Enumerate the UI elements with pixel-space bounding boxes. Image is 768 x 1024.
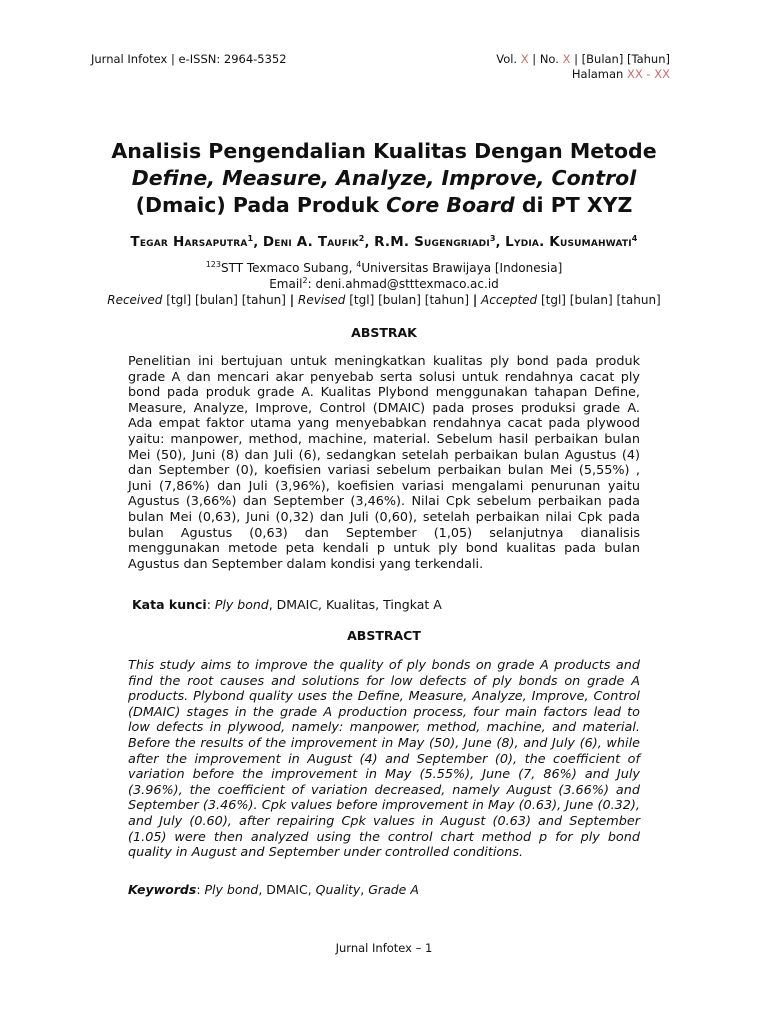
page-range-line: Halaman XX - XX: [571, 67, 670, 81]
abstrak-heading: ABSTRAK: [351, 325, 417, 340]
abstract-heading: ABSTRACT: [347, 628, 421, 643]
institution-line: $^{123}$STT Texmaco Subang, $^4$Universitas Brawijaya [Indonesia]: [205, 260, 563, 275]
email-address: : deni.ahmad@stttexmaco.ac.id: [307, 277, 499, 291]
email-line: Email$^2$: deni.ahmad@stttexmaco.ac.id: [269, 276, 499, 291]
keywords: Keywords: Ply bond, DMAIC, Quality, Grade A: [128, 882, 419, 897]
author-name: R.M. Sugengriadi: [374, 234, 490, 250]
abstract-body: This study aims to improve the quality of ply bonds on grade A products and find the root causes and solutions for low defects of ply bonds on grade A products. Plybond quality uses the Define, Measure, Analyze, Improve, Control (DMAIC) stages in the grade A production process, four main factors lead to low defects in plywood, namely: manpower, method, machine, and material. Before the results of the improvement in May (50), June (8), and July (6), while after the improvement in August (4) and September (0), the coefficient of variation before the improvement in May (5.55%), June (7, 86%) and July (3.96%), the coefficient of variation decreased, namely August (3.66%) and September (3.46%). Cpk values before improvement in May (0.63), June (0.32), and July (0.60), after repairing Cpk values in August (0.63) and September (1.05) were then analyzed using the control chart method p for ply bond quality in August and September under controlled conditions.: [128, 658, 640, 861]
journal-header: Jurnal Infotex | e-ISSN: 2964-5352: [91, 52, 287, 66]
issue-number: X: [562, 52, 571, 66]
volume-number: X: [520, 52, 529, 66]
title-line-2: Define, Measure, Analyze, Improve, Control: [131, 166, 637, 190]
affiliation-block: [60, 260, 708, 308]
page-range: XX - XX: [627, 67, 670, 81]
kata-kunci: Kata kunci: Ply bond, DMAIC, Kualitas, Tingkat A: [132, 597, 442, 612]
volume-issue-line: Vol. X | No. X | [Bulan] [Tahun]: [496, 52, 670, 66]
author-name: Deni A. Taufik: [262, 234, 359, 250]
abstrak-body: Penelitian ini bertujuan untuk meningkatkan kualitas ply bond pada produk grade A dan mencari akar penyebab serta solusi untuk rendahnya cacat ply bond pada produk grade A. Kualitas Plybond menggunakan tahapan Define, Measure, Analyze, Improve, Control (DMAIC) pada proses produksi grade A. Ada empat faktor utama yang menyebabkan rendahnya cacat pada plywood yaitu: manpower, method, machine, material. Sebelum hasil perbaikan bulan Mei (50), Juni (8) dan Juli (6), sedangkan setelah perbaikan bulan Agustus (4) dan September (0), koefisien variasi sebelum perbaikan bulan Mei (5,55%) , Juni (7,86%) dan Juli (3,96%), koefisien variasi mengalami penurunan yaitu Agustus (3,66%) dan September (3,46%). Nilai Cpk sebelum perbaikan pada bulan Mei (0,63), Juni (0,32) dan Juli (0,60), setelah perbaikan nilai Cpk pada bulan Agustus (0,63) dan September (1,05) selanjutnya dianalisis menggunakan metode peta kendali p untuk ply bond kualitas pada bulan Agustus dan September dalam kondisi yang terkendali.: [128, 354, 640, 572]
title-line-1: Analisis Pengendalian Kualitas Dengan Metode: [111, 139, 657, 163]
submission-dates: Received [tgl] [bulan] [tahun] | Revised [tgl] [bulan] [tahun] | Accepted [tgl] [bulan] [tahun]: [107, 293, 661, 307]
author-name: Lydia. Kusumahwati: [505, 234, 632, 250]
author-list: Tegar Harsaputra$^1$, Deni A. Taufik$^2$, R.M. Sugengriadi$^3$, Lydia. Kusumahwati$^4$: [130, 233, 638, 250]
page-footer: Jurnal Infotex – 1: [335, 941, 433, 955]
title-line-3: (Dmaic) Pada Produk Core Board di PT XYZ: [135, 193, 633, 217]
paper-title: [60, 138, 708, 219]
volume-header: [496, 52, 670, 82]
author-name: Tegar Harsaputra: [130, 234, 248, 250]
